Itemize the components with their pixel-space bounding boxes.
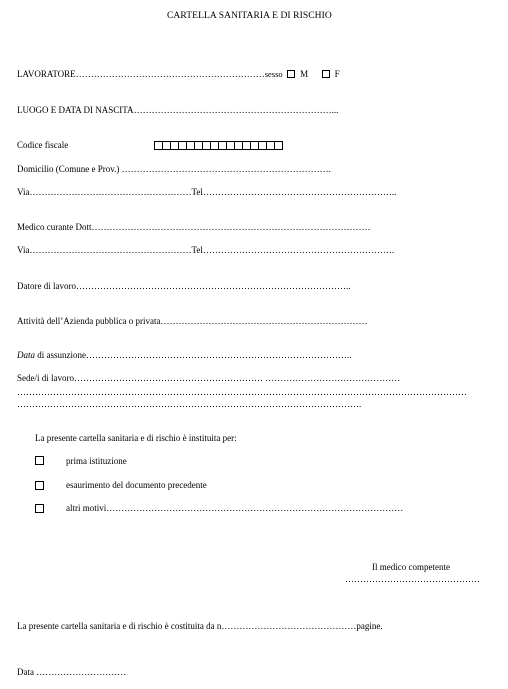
datore-row bbox=[17, 282, 350, 291]
sede-dots-line-2[interactable]: ……………………………………………………………………………………………………. bbox=[17, 399, 362, 409]
medico-curante-dots[interactable]: ………………………………………………………………………………… bbox=[91, 222, 371, 232]
sesso-label: sesso bbox=[264, 69, 283, 79]
lavoratore-row bbox=[17, 70, 340, 79]
tel-label: Tel bbox=[191, 245, 203, 255]
prima-istituzione-checkbox[interactable] bbox=[35, 456, 44, 465]
datore-dots[interactable]: ……………………………………………………………………………….. bbox=[75, 281, 351, 291]
tel-dots[interactable]: ………………………………………………………. bbox=[202, 245, 395, 255]
assunzione-label: di assunzione bbox=[35, 350, 86, 360]
pagine-row[interactable]: La presente cartella sanitaria e di rischio è costituita da n………………………………………pagine. bbox=[17, 621, 383, 631]
attivita-row bbox=[17, 317, 367, 326]
data-footer-row bbox=[17, 668, 126, 677]
codice-fiscale-label: Codice fiscale bbox=[17, 140, 69, 150]
sede-label: Sede/i di lavoro bbox=[17, 373, 74, 383]
altri-motivi-checkbox[interactable] bbox=[35, 504, 44, 513]
prima-istituzione-label: prima istituzione bbox=[66, 456, 127, 466]
assunzione-dots[interactable]: …………………………………………………………………………….. bbox=[86, 350, 352, 360]
data-footer-dots[interactable]: ………………………… bbox=[36, 667, 127, 677]
medico-competente-signature[interactable]: ……………………………………… bbox=[345, 574, 480, 584]
attivita-dots[interactable]: …………………………………………………………… bbox=[160, 316, 368, 326]
via-row-2 bbox=[17, 246, 394, 255]
esaurimento-checkbox[interactable] bbox=[35, 481, 44, 490]
medico-curante-row bbox=[17, 223, 370, 232]
esaurimento-label: esaurimento del documento precedente bbox=[66, 480, 207, 490]
lavoratore-dots[interactable]: ……………………………………………………… bbox=[75, 69, 265, 79]
assunzione-label-italic: Data bbox=[17, 350, 35, 360]
via-label: Via bbox=[17, 245, 30, 255]
sede-dots[interactable]: ……………………………………………………… ……………………………………… bbox=[74, 373, 401, 383]
domicilio-dots[interactable]: ……………………………………………………………. bbox=[121, 164, 331, 174]
tel-dots[interactable]: ……………………………………………………….. bbox=[202, 187, 397, 197]
tel-label: Tel bbox=[191, 187, 203, 197]
nascita-label: LUOGO E DATA DI NASCITA bbox=[17, 105, 134, 115]
sesso-f-checkbox[interactable] bbox=[322, 70, 330, 78]
nascita-dots[interactable]: …………………………………………………………... bbox=[133, 105, 339, 115]
sesso-m-checkbox[interactable] bbox=[287, 70, 295, 78]
lavoratore-label: LAVORATORE bbox=[17, 69, 76, 79]
via-row-1 bbox=[17, 188, 396, 197]
sede-row bbox=[17, 374, 400, 383]
sede-dots-line-1[interactable]: …………………………………………………………………………………………………………………………………… bbox=[17, 388, 467, 397]
istituzione-intro: La presente cartella sanitaria e di rischio è instituita per: bbox=[35, 433, 237, 443]
attivita-label: Attività dell’Azienda pubblica o privata bbox=[17, 316, 161, 326]
sesso-m-label: M bbox=[300, 69, 309, 79]
datore-label: Datore di lavoro bbox=[17, 281, 76, 291]
page-title: CARTELLA SANITARIA E DI RISCHIO bbox=[167, 11, 332, 21]
via-label: Via bbox=[17, 187, 30, 197]
nascita-row bbox=[17, 106, 338, 115]
via-dots[interactable]: ……………………………………………… bbox=[29, 187, 192, 197]
via-dots[interactable]: ……………………………………………… bbox=[29, 245, 192, 255]
assunzione-row bbox=[17, 351, 352, 360]
altri-motivi-label[interactable]: altri motivi……………………………………………………………………………………… bbox=[66, 503, 404, 513]
sesso-f-label: F bbox=[334, 69, 340, 79]
codice-fiscale-cell[interactable] bbox=[274, 141, 283, 150]
medico-competente-label: Il medico competente bbox=[372, 562, 450, 572]
data-footer-label: Data bbox=[17, 667, 34, 677]
domicilio-label: Domicilio (Comune e Prov.) bbox=[17, 164, 120, 174]
codice-fiscale-grid[interactable] bbox=[154, 141, 282, 150]
domicilio-row bbox=[17, 165, 331, 174]
medico-curante-label: Medico curante Dott bbox=[17, 222, 92, 232]
